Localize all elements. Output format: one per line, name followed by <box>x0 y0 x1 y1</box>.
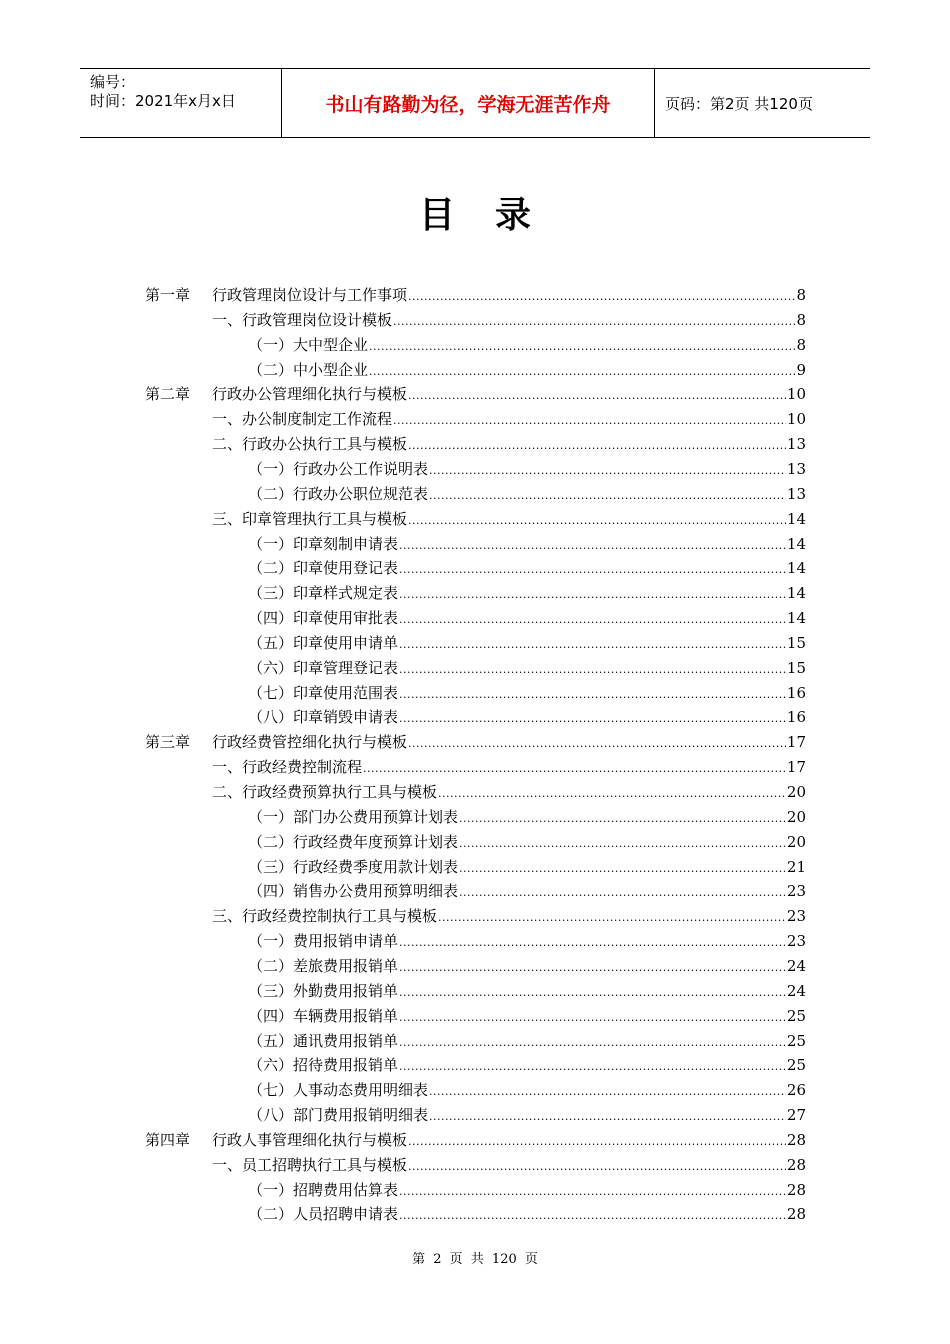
toc-entry-title: 二、行政办公执行工具与模板 <box>212 435 408 454</box>
toc-dot-leader <box>399 1203 786 1228</box>
toc-entry-title: （三）印章样式规定表 <box>248 584 399 603</box>
page-footer: 第 2 页 共 120 页 <box>412 1252 538 1267</box>
toc-entry-title: （四）印章使用审批表 <box>248 609 399 628</box>
toc-entry-title: （四）车辆费用报销单 <box>248 1006 399 1025</box>
toc-page-number: 28 <box>786 1205 806 1224</box>
toc-dot-leader <box>399 1030 786 1055</box>
doc-time-label: 时间：2021年x月x日 <box>90 92 236 110</box>
toc-page-number: 28 <box>786 1155 806 1174</box>
toc-dot-leader <box>438 905 786 930</box>
toc-dot-leader <box>399 557 786 582</box>
toc-dot-leader <box>369 334 795 359</box>
toc-page-number: 14 <box>786 534 806 553</box>
toc-page-number: 23 <box>786 932 806 951</box>
toc-dot-leader <box>363 756 786 781</box>
toc-entry-title: （二）行政经费年度预算计划表 <box>248 832 459 851</box>
toc-entry[interactable] <box>248 1202 806 1227</box>
toc-dot-leader <box>399 533 786 558</box>
toc-entry[interactable] <box>248 954 806 979</box>
toc-entry[interactable] <box>248 482 806 507</box>
toc-page-number: 23 <box>786 907 806 926</box>
toc-entry[interactable] <box>248 631 806 656</box>
toc-page-number: 8 <box>796 286 806 304</box>
toc-entry[interactable] <box>248 1053 806 1078</box>
toc-entry[interactable] <box>248 457 806 482</box>
toc-dot-leader <box>399 1054 786 1079</box>
toc-page-number: 15 <box>786 658 806 677</box>
toc-dot-leader <box>408 508 786 533</box>
toc-entry[interactable] <box>248 929 806 954</box>
toc-entry[interactable] <box>248 1078 806 1103</box>
toc-entry[interactable] <box>248 830 806 855</box>
toc-entry-title: （二）中小型企业 <box>248 360 369 379</box>
toc-dot-leader <box>429 1079 786 1104</box>
toc-entry-title: 二、行政经费预算执行工具与模板 <box>212 783 438 801</box>
toc-dot-leader <box>429 483 786 508</box>
toc-dot-leader <box>408 1129 786 1154</box>
toc-dot-leader <box>393 408 786 433</box>
toc-dot-leader <box>459 806 786 831</box>
toc-page-number: 10 <box>786 385 806 404</box>
toc-entry[interactable] <box>248 979 806 1004</box>
toc-entry[interactable] <box>248 1178 806 1203</box>
toc-entry[interactable] <box>145 283 806 308</box>
toc-entry-title: 一、行政经费控制流程 <box>212 758 363 777</box>
toc-entry-title: 行政人事管理细化执行与模板 <box>212 1130 408 1149</box>
page-title: 目录 <box>418 195 571 236</box>
toc-entry-title: （一）印章刻制申请表 <box>248 534 399 553</box>
toc-page-number: 25 <box>786 1031 806 1050</box>
toc-entry[interactable] <box>248 606 806 631</box>
toc-entry-title: （二）行政办公职位规范表 <box>248 484 429 503</box>
toc-entry-title: （二）印章使用登记表 <box>248 559 399 578</box>
toc-dot-leader <box>399 1005 786 1030</box>
toc-dot-leader <box>408 1154 786 1179</box>
toc-page-number: 17 <box>786 733 806 752</box>
toc-entry-title: （三）行政经费季度用款计划表 <box>248 857 459 876</box>
toc-dot-leader <box>393 309 795 334</box>
toc-entry[interactable] <box>248 1103 806 1128</box>
toc-chapter-number: 第二章 <box>145 385 191 404</box>
toc-entry-title: （二）人员招聘申请表 <box>248 1205 399 1224</box>
toc-dot-leader <box>429 1104 786 1129</box>
toc-entry-title: （七）人事动态费用明细表 <box>248 1081 429 1100</box>
toc-page-number: 26 <box>786 1081 806 1100</box>
header-page-info: 页码：第2页 共120页 <box>665 94 813 113</box>
toc-page-number: 25 <box>786 1056 806 1075</box>
toc-entry-title: （六）招待费用报销单 <box>248 1056 399 1075</box>
toc-dot-leader <box>408 284 795 309</box>
toc-dot-leader <box>399 632 786 657</box>
toc-dot-leader <box>399 980 786 1005</box>
toc-entry-title: 三、行政经费控制执行工具与模板 <box>212 907 438 926</box>
toc-dot-leader <box>399 706 786 731</box>
toc-page-number: 20 <box>786 783 806 801</box>
toc-chapter-number: 第四章 <box>145 1130 191 1149</box>
toc-page-number: 13 <box>786 459 806 478</box>
toc-dot-leader <box>399 930 786 955</box>
toc-entry[interactable] <box>212 755 806 780</box>
toc-page-number: 27 <box>786 1106 806 1125</box>
toc-page-number: 28 <box>786 1180 806 1199</box>
toc-page-number: 17 <box>786 758 806 777</box>
toc-entry[interactable] <box>212 432 806 457</box>
toc-page-number: 16 <box>786 708 806 727</box>
toc-entry[interactable] <box>212 507 806 532</box>
toc-page-number: 20 <box>786 807 806 826</box>
toc-dot-leader <box>399 1179 786 1204</box>
toc-page-number: 23 <box>786 882 806 901</box>
page-header <box>80 68 870 138</box>
toc-entry[interactable] <box>212 407 806 432</box>
toc-entry-title: （一）行政办公工作说明表 <box>248 459 429 478</box>
toc-page-number: 14 <box>786 584 806 603</box>
toc-entry-title: （八）部门费用报销明细表 <box>248 1106 429 1125</box>
toc-page-number: 25 <box>786 1006 806 1025</box>
toc-page-number: 14 <box>786 559 806 578</box>
toc-entry[interactable] <box>248 1004 806 1029</box>
toc-entry[interactable] <box>248 358 806 383</box>
toc-dot-leader <box>399 955 786 980</box>
toc-chapter-number: 第一章 <box>145 286 191 304</box>
toc-page-number: 14 <box>786 609 806 628</box>
toc-page-number: 16 <box>786 683 806 702</box>
toc-dot-leader <box>399 607 786 632</box>
toc-dot-leader <box>408 731 786 756</box>
toc-entry[interactable] <box>212 1153 806 1178</box>
toc-entry[interactable] <box>248 705 806 730</box>
toc-dot-leader <box>459 831 786 856</box>
toc-entry-title: （八）印章销毁申请表 <box>248 708 399 727</box>
toc-entry-title: 行政办公管理细化执行与模板 <box>212 385 408 404</box>
toc-page-number: 15 <box>786 633 806 652</box>
toc-entry-title: 行政经费管控细化执行与模板 <box>212 733 408 752</box>
toc-entry[interactable] <box>248 879 806 904</box>
toc-page-number: 21 <box>786 857 806 876</box>
toc-entry[interactable] <box>248 556 806 581</box>
toc-entry[interactable] <box>212 780 806 805</box>
toc-page-number: 10 <box>786 410 806 429</box>
toc-entry[interactable] <box>248 805 806 830</box>
toc-dot-leader <box>438 781 786 806</box>
toc-entry[interactable] <box>248 656 806 681</box>
toc-entry-title: 行政管理岗位设计与工作事项 <box>212 286 408 304</box>
toc-entry[interactable] <box>248 532 806 557</box>
toc-dot-leader <box>369 359 795 384</box>
toc-entry-title: （六）印章管理登记表 <box>248 658 399 677</box>
toc-entry-title: （三）外勤费用报销单 <box>248 981 399 1000</box>
toc-dot-leader <box>408 433 786 458</box>
doc-number-label: 编号： <box>90 73 136 91</box>
toc-page-number: 14 <box>786 509 806 528</box>
toc-page-number: 20 <box>786 832 806 851</box>
toc-entry[interactable] <box>145 382 806 407</box>
header-motto: 书山有路勤为径，学海无涯苦作舟 <box>282 69 655 137</box>
toc-entry[interactable] <box>145 730 806 755</box>
toc-entry-title: （一）费用报销申请单 <box>248 932 399 951</box>
toc-dot-leader <box>399 657 786 682</box>
toc-dot-leader <box>429 458 786 483</box>
toc-entry[interactable] <box>248 681 806 706</box>
toc-entry-title: 一、行政管理岗位设计模板 <box>212 310 393 329</box>
toc-entry[interactable] <box>248 855 806 880</box>
toc-page-number: 24 <box>786 956 806 975</box>
toc-page-number: 13 <box>786 484 806 503</box>
header-meta <box>80 69 282 137</box>
toc-entry-title: （七）印章使用范围表 <box>248 683 399 702</box>
toc-entry-title: 一、办公制度制定工作流程 <box>212 410 393 429</box>
toc-entry-title: （四）销售办公费用预算明细表 <box>248 882 459 901</box>
toc-page-number: 9 <box>796 360 806 379</box>
toc-entry[interactable] <box>212 904 806 929</box>
toc-entry-title: 一、员工招聘执行工具与模板 <box>212 1155 408 1174</box>
toc-entry-title: （二）差旅费用报销单 <box>248 956 399 975</box>
toc-entry-title: （五）印章使用申请单 <box>248 633 399 652</box>
toc-entry[interactable] <box>248 1029 806 1054</box>
toc-page-number: 28 <box>786 1130 806 1149</box>
toc-entry-title: （五）通讯费用报销单 <box>248 1031 399 1050</box>
toc-entry[interactable] <box>248 581 806 606</box>
toc-dot-leader <box>399 582 786 607</box>
toc-dot-leader <box>408 383 786 408</box>
toc-entry-title: （一）部门办公费用预算计划表 <box>248 807 459 826</box>
toc-entry-title: 三、印章管理执行工具与模板 <box>212 509 408 528</box>
toc-entry[interactable] <box>248 333 806 358</box>
toc-chapter-number: 第三章 <box>145 733 191 752</box>
toc-page-number: 8 <box>796 335 806 354</box>
toc-dot-leader <box>459 880 786 905</box>
toc-entry-title: （一）大中型企业 <box>248 335 369 354</box>
toc-entry-title: （一）招聘费用估算表 <box>248 1180 399 1199</box>
toc-page-number: 24 <box>786 981 806 1000</box>
toc-entry[interactable] <box>212 308 806 333</box>
toc-entry[interactable] <box>145 1128 806 1153</box>
toc-dot-leader <box>399 682 786 707</box>
toc-page-number: 13 <box>786 435 806 454</box>
toc-page-number: 8 <box>796 310 806 329</box>
toc-dot-leader <box>459 856 786 881</box>
